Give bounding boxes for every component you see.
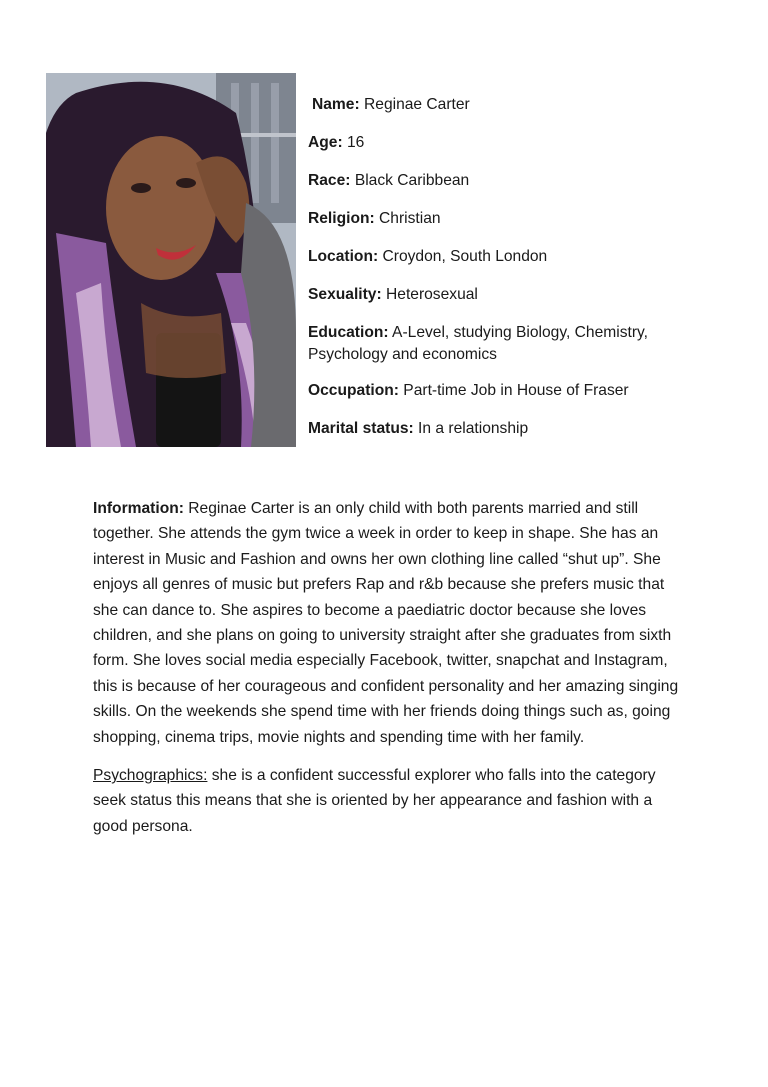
field-label: Religion: <box>308 210 375 227</box>
field-marital-status <box>308 418 728 440</box>
field-value: Christian <box>374 210 441 227</box>
profile-details <box>308 94 728 456</box>
field-occupation <box>308 380 728 402</box>
field-value: Black Caribbean <box>350 172 470 189</box>
profile-photo-graphic <box>46 73 296 447</box>
description-section <box>93 496 683 852</box>
field-value: In a relationship <box>413 420 529 437</box>
field-label: Education: <box>308 324 389 341</box>
psychographics-text: she is a confident successful explorer who falls into the category seek status this means that she is oriented by her appearance and fashion with a good persona. <box>93 767 656 835</box>
field-label: Sexuality: <box>308 286 382 303</box>
field-age <box>308 132 728 154</box>
field-value: 16 <box>342 134 365 151</box>
information-label: Information: <box>93 500 184 517</box>
field-label: Age: <box>308 134 343 151</box>
profile-photo <box>46 73 296 447</box>
field-label: Name: <box>312 96 360 113</box>
field-location <box>308 246 728 268</box>
field-label: Occupation: <box>308 382 399 399</box>
field-value: Part-time Job in House of Fraser <box>398 382 629 399</box>
psychographics-label: Psychographics: <box>93 767 208 785</box>
field-religion <box>308 208 728 230</box>
field-value: Croydon, South London <box>378 248 548 265</box>
field-value: A-Level, studying Biology, Chemistry, Psychology and economics <box>308 324 649 363</box>
information-text: Reginae Carter is an only child with both parents married and still together. She attends the gym twice a week in order to keep in shape. She has an interest in Music and Fashion and owns her own clothing line called “shut up”. She enjoys all genres of music but prefers Rap and r&b because she prefers music that she can dance to. She aspires to become a paediatric doctor because she loves children, and she plans on going to university straight after she graduates from sixth form. She loves social media especially Facebook, twitter, snapchat and Instagram, this is because of her courageous and confident personality and her amazing singing skills. On the weekends she spend time with her friends doing things such as, going shopping, cinema trips, movie nights and spending time with her family. <box>93 500 679 746</box>
field-value: Heterosexual <box>381 286 478 303</box>
field-label: Race: <box>308 172 351 189</box>
field-sexuality <box>308 284 728 306</box>
field-label: Location: <box>308 248 379 265</box>
field-race <box>308 170 728 192</box>
field-value: Reginae Carter <box>359 96 470 113</box>
information-paragraph <box>93 496 683 750</box>
psychographics-paragraph <box>93 763 683 839</box>
field-name <box>312 94 728 116</box>
field-education <box>308 322 728 366</box>
field-label: Marital status: <box>308 420 414 437</box>
